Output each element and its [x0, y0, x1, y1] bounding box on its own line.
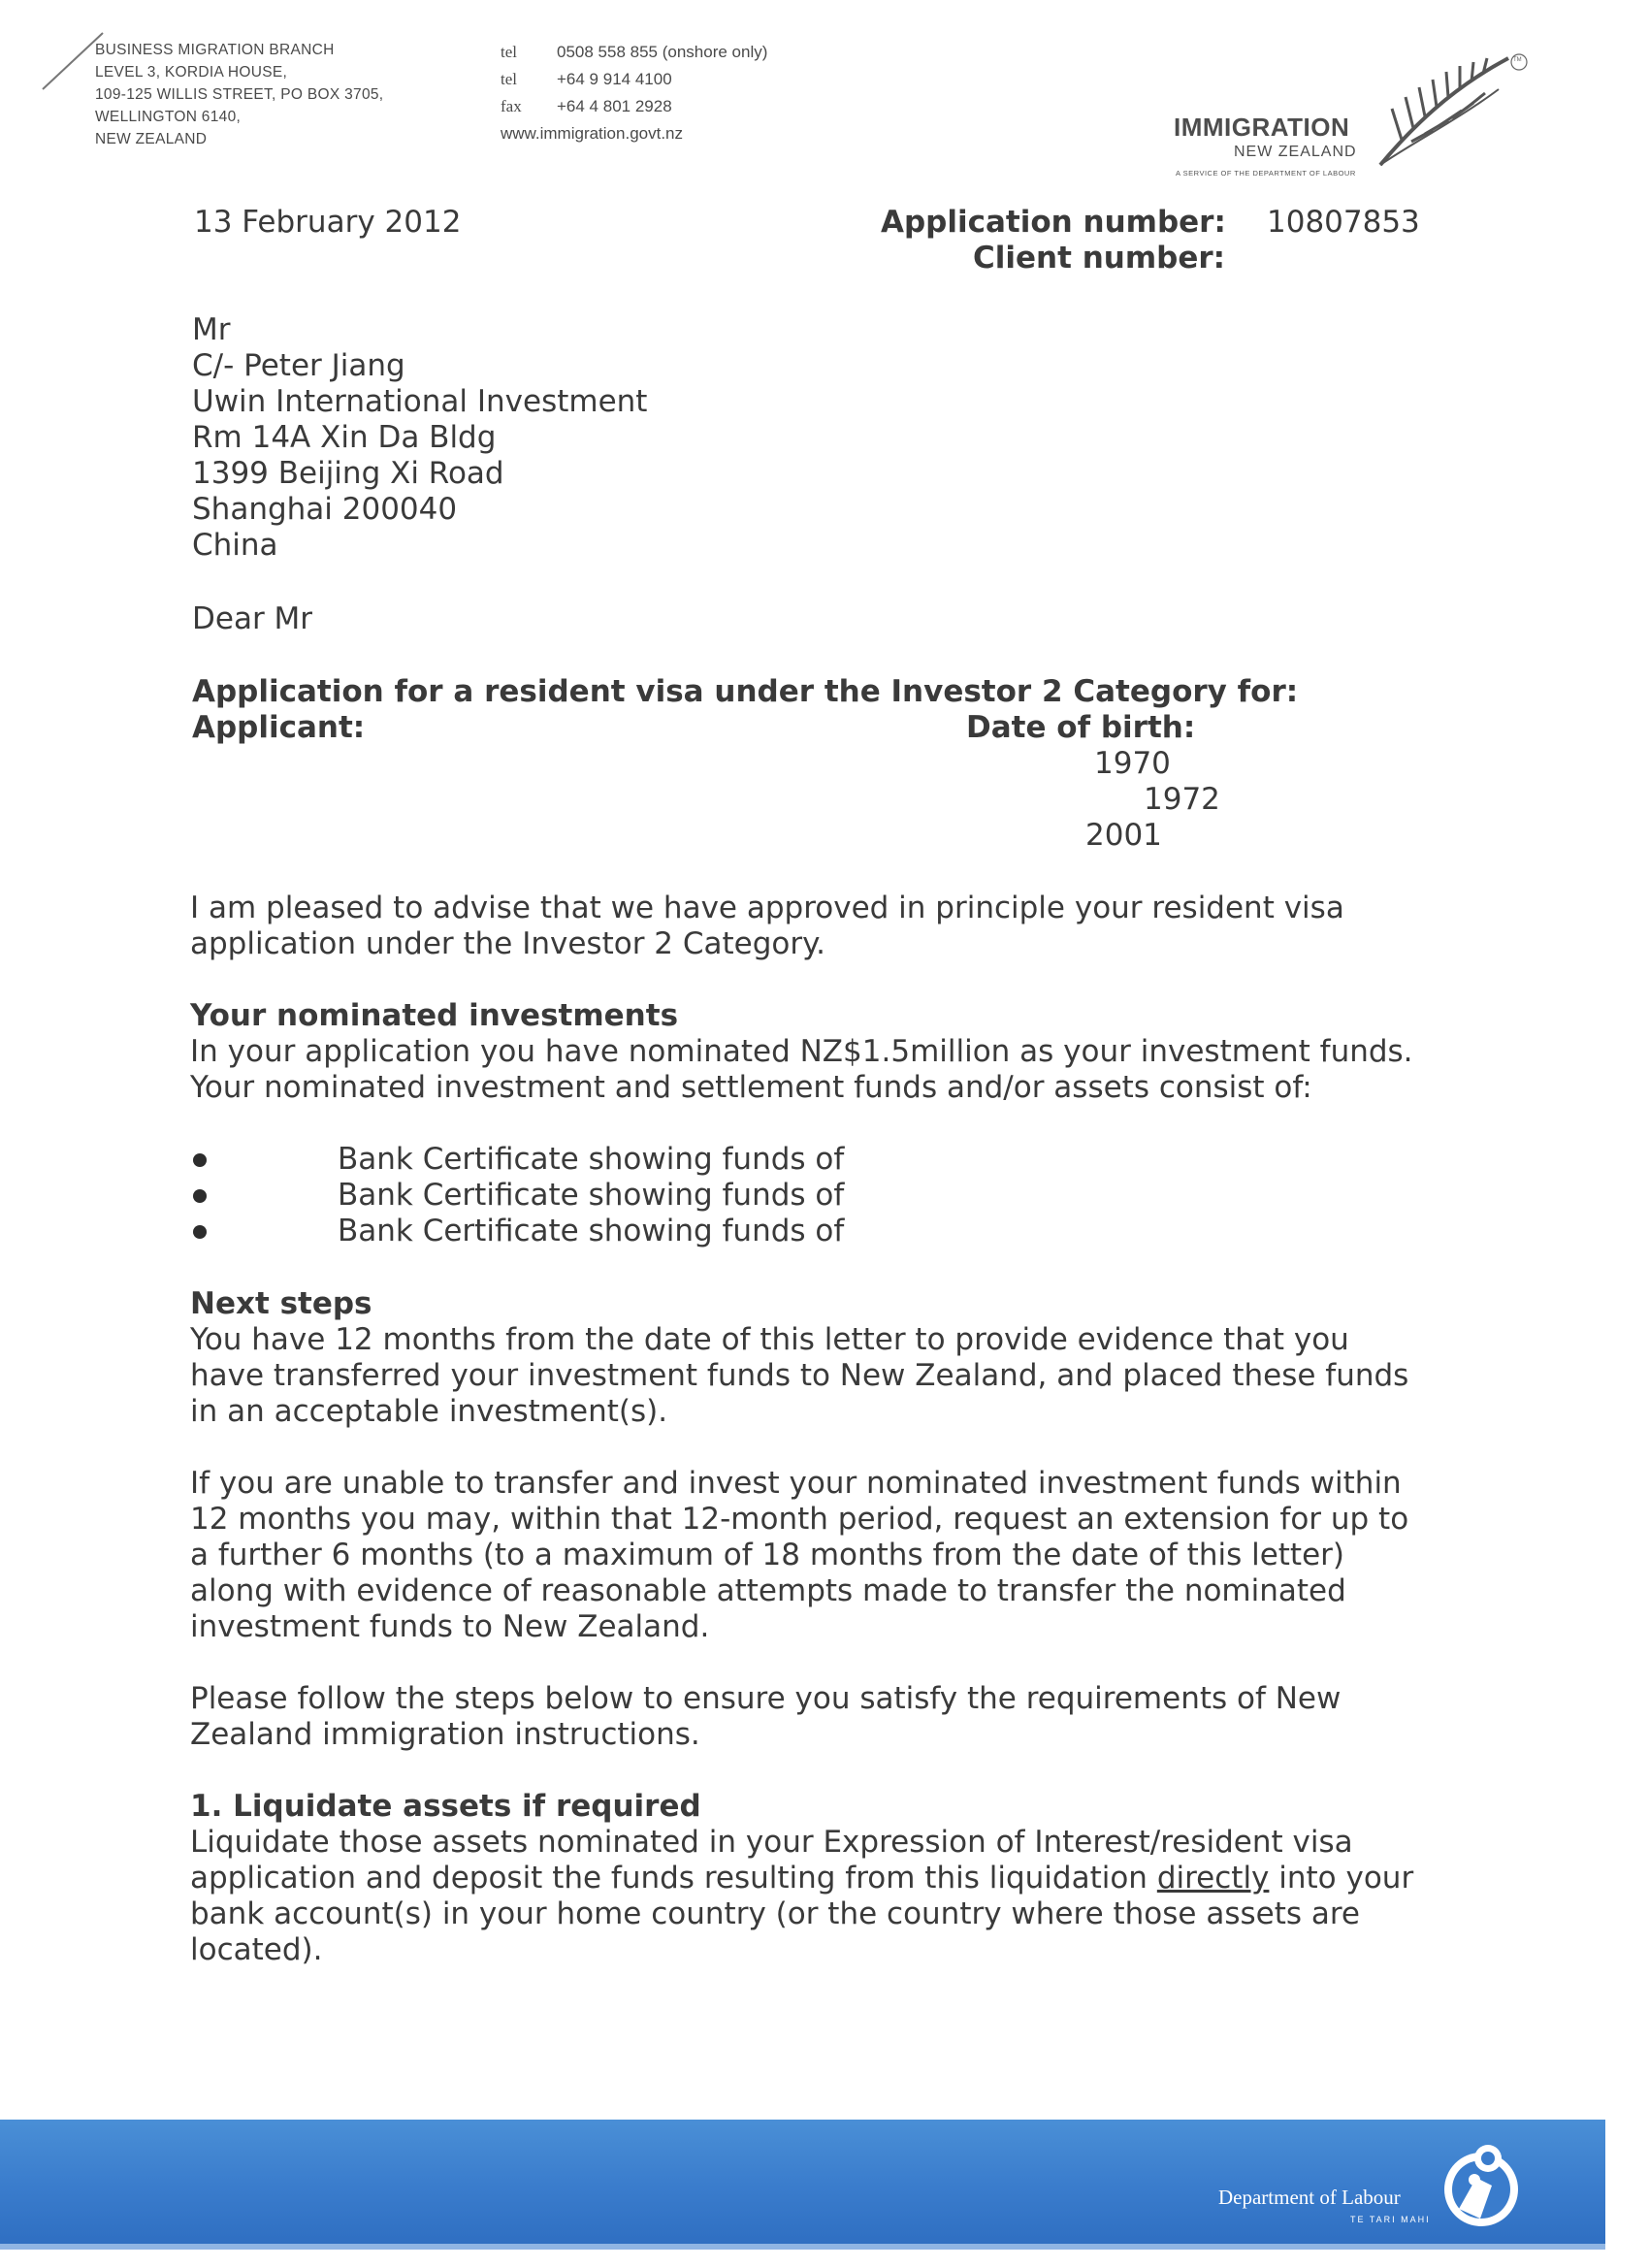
recipient-line: China	[192, 528, 278, 563]
footer-edge	[0, 2244, 1605, 2250]
list-item	[190, 1214, 966, 1249]
logo-subtitle: NEW ZEALAND	[1234, 144, 1357, 160]
contact-row	[501, 66, 767, 93]
birth-year: 1970	[1094, 746, 1171, 781]
liquidate-paragraph	[190, 1825, 1413, 1968]
paragraph-line: You have 12 months from the date of this letter to provide evidence that you	[190, 1322, 1349, 1357]
paragraph-line: investment funds to New Zealand.	[190, 1609, 710, 1644]
liquidate-heading: 1. Liquidate assets if required	[190, 1789, 701, 1824]
client-number-label: Client number:	[973, 241, 1226, 275]
contact-row	[501, 93, 767, 120]
birth-year: 2001	[1085, 818, 1162, 853]
logo-tagline: A SERVICE OF THE DEPARTMENT OF LABOUR	[1176, 169, 1356, 178]
recipient-line: Mr	[192, 312, 231, 347]
text-run: into your	[1269, 1861, 1414, 1895]
intro-line: I am pleased to advise that we have approved in principle your resident visa	[190, 891, 1344, 925]
application-number-value: 10807853	[1267, 205, 1420, 240]
investments-line: Your nominated investment and settlement funds and/or assets consist of:	[190, 1070, 1312, 1105]
next-steps-paragraph-1	[190, 1322, 1408, 1430]
next-steps-heading: Next steps	[190, 1286, 372, 1321]
next-steps-paragraph-3	[190, 1681, 1341, 1753]
paragraph-line: a further 6 months (to a maximum of 18 months from the date of this letter)	[190, 1538, 1344, 1572]
paragraph-line: If you are unable to transfer and invest your nominated investment funds within	[190, 1466, 1402, 1501]
paragraph-line: along with evidence of reasonable attempts made to transfer the nominated	[190, 1573, 1346, 1608]
intro-paragraph	[190, 891, 1344, 962]
investments-line: In your application you have nominated NZ$1.5million as your investment funds.	[190, 1034, 1413, 1069]
branch-address	[95, 39, 383, 150]
bullet-icon	[193, 1153, 207, 1167]
recipient-line: Shanghai 200040	[192, 492, 458, 527]
website-link[interactable]: www.immigration.govt.nz	[501, 124, 684, 143]
recipient-line: Uwin International Investment	[192, 384, 648, 419]
immigration-nz-logo	[1164, 50, 1533, 186]
address-line: BUSINESS MIGRATION BRANCH	[95, 42, 335, 58]
contact-block	[501, 39, 767, 147]
bullet-text: Bank Certificate showing funds of	[338, 1214, 845, 1248]
subject-line: Application for a resident visa under the Investor 2 Category for:	[192, 674, 1299, 709]
paragraph-line	[190, 1861, 1413, 1896]
address-line: WELLINGTON 6140,	[95, 109, 242, 125]
department-of-labour-emblem-icon	[1438, 2129, 1525, 2236]
address-line: LEVEL 3, KORDIA HOUSE,	[95, 64, 288, 81]
letter-date: 13 February 2012	[194, 205, 462, 240]
paragraph-line: 12 months you may, within that 12-month period, request an extension for up to	[190, 1502, 1409, 1537]
salutation: Dear Mr	[192, 601, 313, 636]
trademark-label: TM	[1513, 57, 1522, 63]
bullet-text: Bank Certificate showing funds of	[338, 1142, 845, 1177]
bullet-icon	[193, 1225, 207, 1239]
contact-key: tel	[501, 70, 517, 88]
paragraph-line: have transferred your investment funds to New Zealand, and placed these funds	[190, 1358, 1409, 1393]
address-line: 109-125 WILLIS STREET, PO BOX 3705,	[95, 86, 384, 103]
contact-row	[501, 39, 767, 66]
investments-heading: Your nominated investments	[190, 998, 679, 1033]
bullet-icon	[193, 1189, 207, 1203]
recipient-line: 1399 Beijing Xi Road	[192, 456, 504, 491]
intro-line: application under the Investor 2 Category.	[190, 926, 825, 961]
investments-paragraph	[190, 1034, 1413, 1106]
contact-value: +64 9 914 4100	[557, 70, 672, 88]
contact-key: tel	[501, 43, 517, 61]
list-item	[190, 1142, 966, 1178]
logo-title: IMMIGRATION	[1174, 113, 1350, 142]
emphasis-directly: directly	[1156, 1861, 1270, 1895]
recipient-line: C/- Peter Jiang	[192, 348, 405, 383]
paragraph-line: located).	[190, 1932, 323, 1967]
next-steps-paragraph-2	[190, 1466, 1408, 1645]
bullet-text: Bank Certificate showing funds of	[338, 1178, 845, 1213]
list-item	[190, 1178, 966, 1214]
investments-bullet-list	[190, 1142, 966, 1258]
silver-fern-icon	[1373, 50, 1518, 177]
date-of-birth-label: Date of birth:	[966, 710, 1196, 745]
text-run: application and deposit the funds resulting from this liquidation	[190, 1861, 1157, 1895]
paragraph-line: Please follow the steps below to ensure you satisfy the requirements of New	[190, 1681, 1342, 1716]
contact-value: +64 4 801 2928	[557, 97, 672, 115]
contact-key: fax	[501, 97, 522, 115]
application-number-label: Application number:	[881, 205, 1226, 240]
contact-value: 0508 558 855 (onshore only)	[557, 43, 768, 61]
footer-band	[0, 2120, 1605, 2244]
paragraph-line: Liquidate those assets nominated in your Expression of Interest/resident visa	[190, 1825, 1353, 1860]
department-maori-name: TE TARI MAHI	[1350, 2215, 1431, 2224]
paragraph-line: in an acceptable investment(s).	[190, 1394, 668, 1429]
birth-year: 1972	[1144, 782, 1220, 817]
address-line: NEW ZEALAND	[95, 131, 208, 147]
paragraph-line: bank account(s) in your home country (or the country where those assets are	[190, 1896, 1361, 1931]
department-name: Department of Labour	[1218, 2186, 1401, 2209]
applicant-label: Applicant:	[192, 710, 366, 745]
recipient-line: Rm 14A Xin Da Bldg	[192, 420, 497, 455]
recipient-address	[192, 312, 647, 564]
paragraph-line: Zealand immigration instructions.	[190, 1717, 700, 1752]
